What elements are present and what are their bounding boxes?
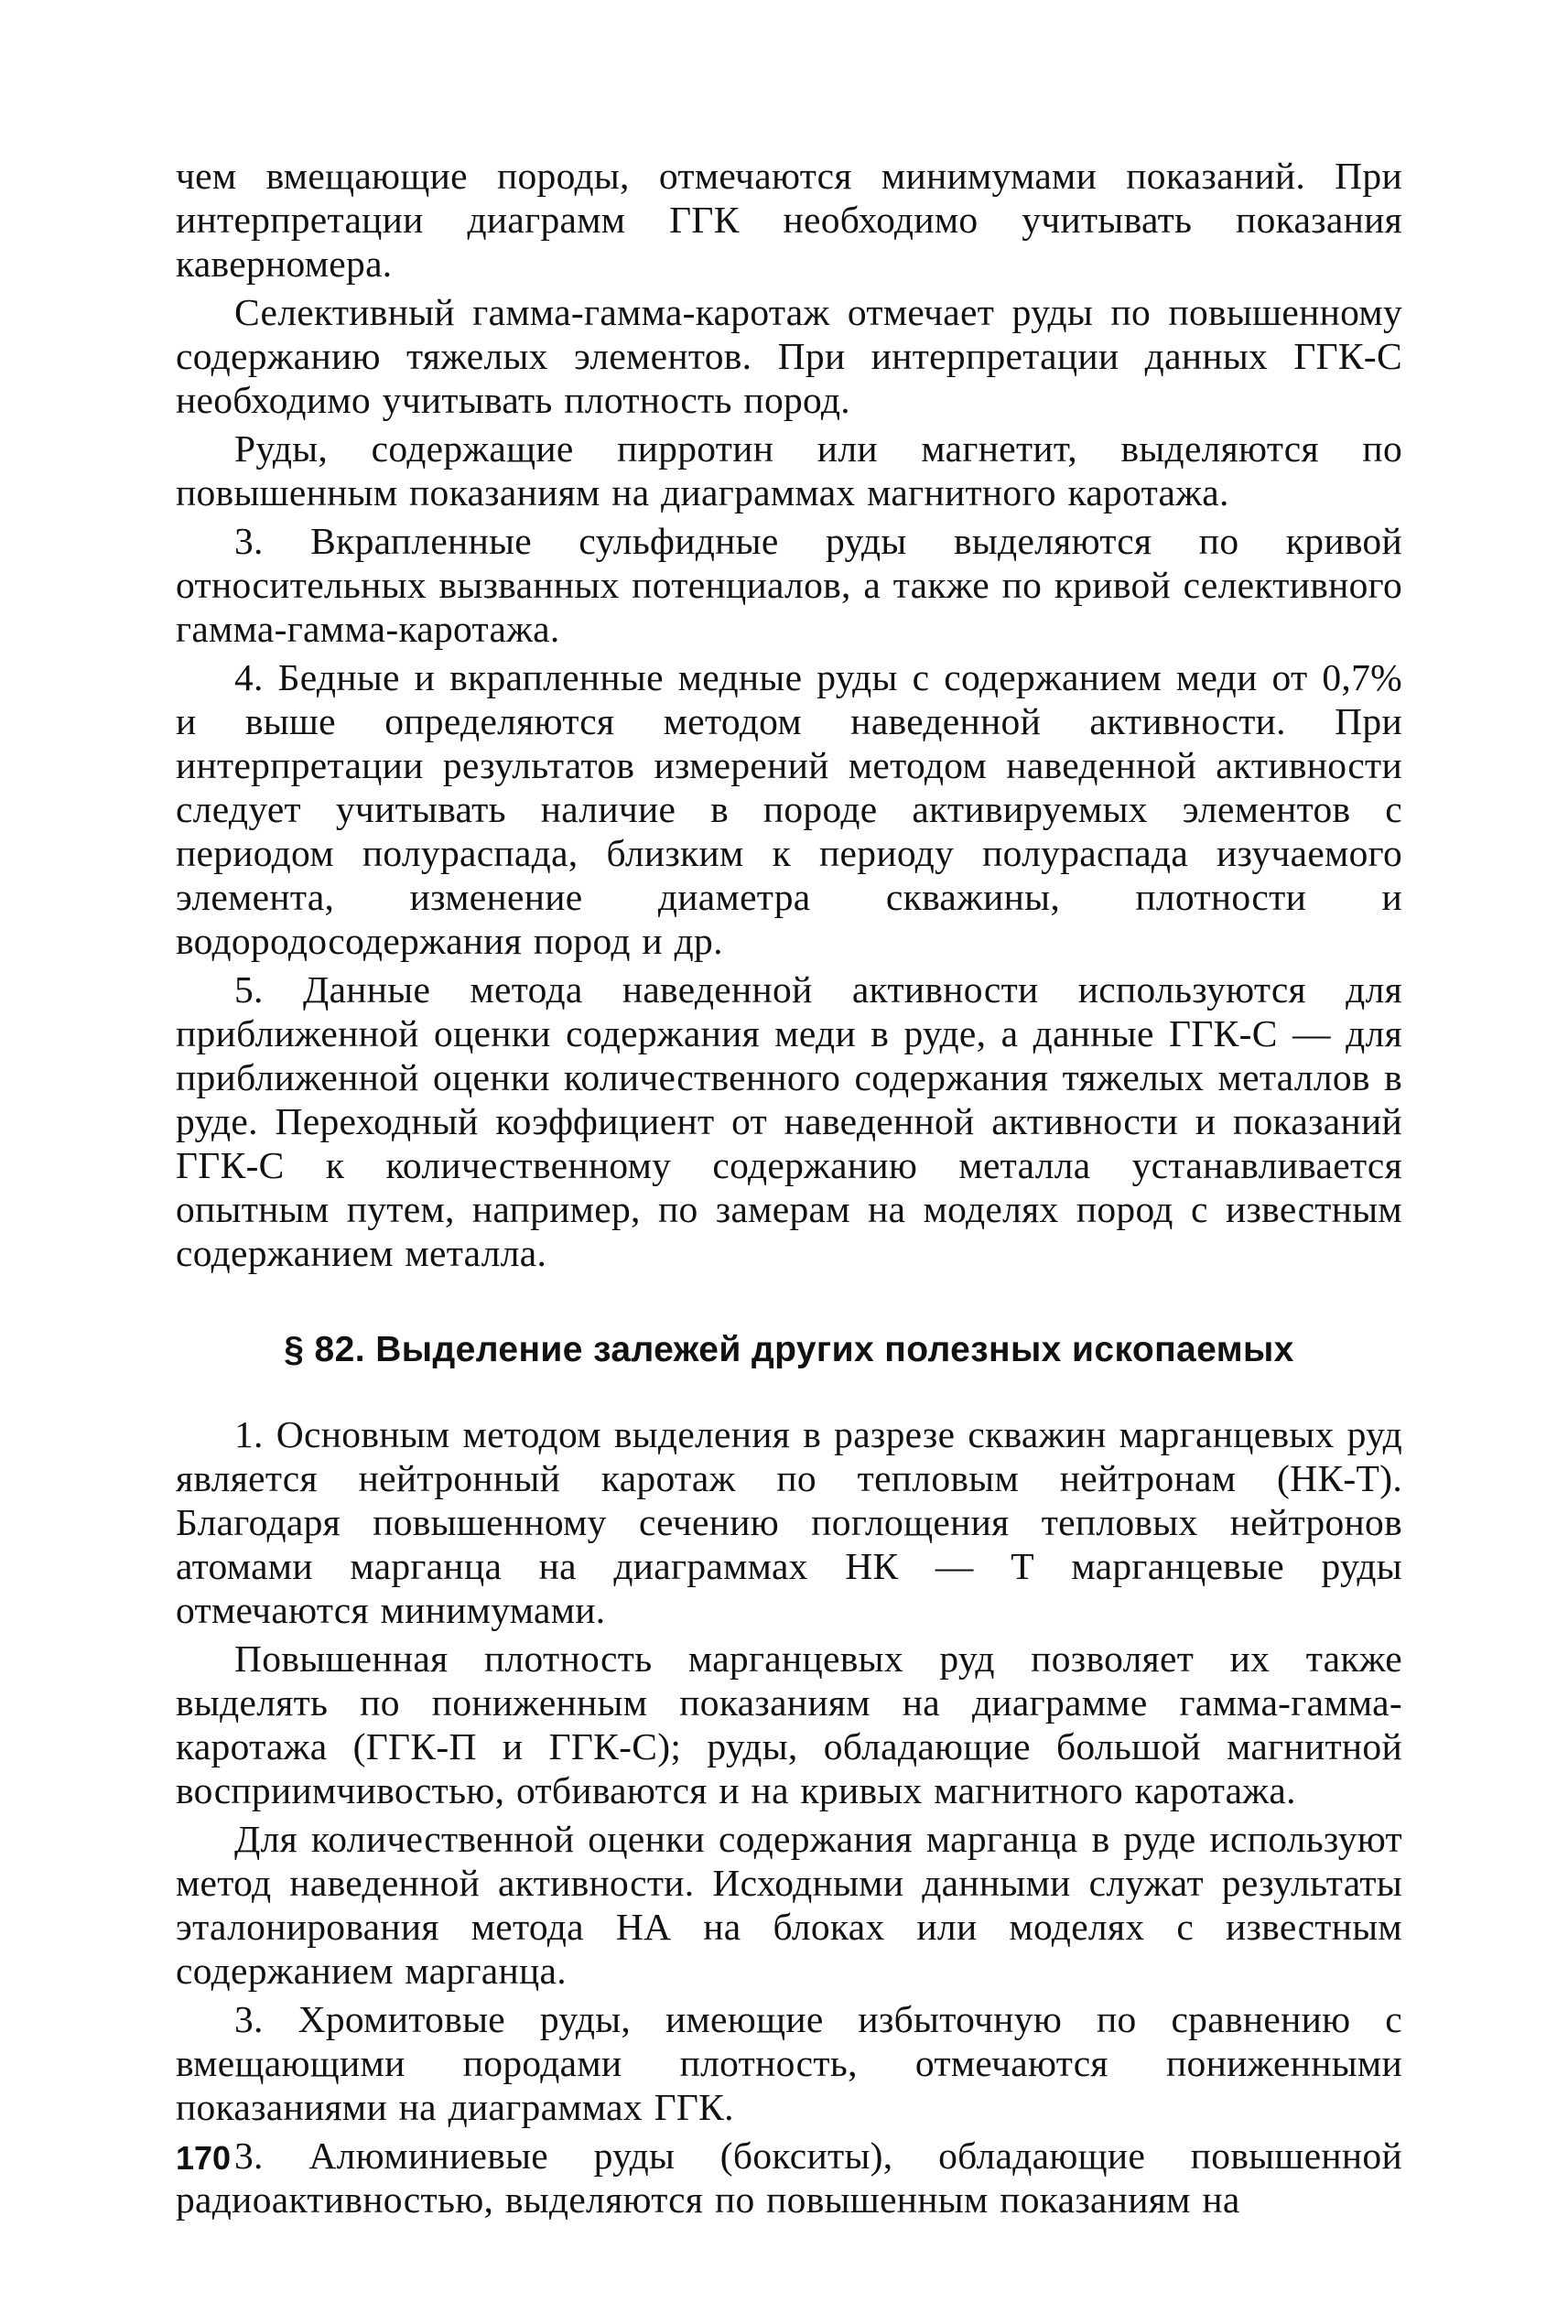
paragraph-manganese-quantitative: Для количественной оценки содержания марганца в руде используют метод наведенной активности. Исходными данными служат результаты эталонирования метода НА на блоках или моделях с известным содержанием марганца. (176, 1818, 1402, 1992)
paragraph-item-3-sulfide: 3. Вкрапленные сульфидные руды выделяются по кривой относительных вызванных потенциалов, а также по кривой селективного гамма-гамма-каротажа. (176, 520, 1402, 650)
paragraph-continuation: чем вмещающие породы, отмечаются минимумами показаний. При интерпретации диаграмм ГГК необходимо учитывать показания каверномера. (176, 155, 1402, 285)
paragraph-manganese-density: Повышенная плотность марганцевых руд позволяет их также выделять по пониженным показаниям на диаграмме гамма-гамма-каротажа (ГГК-П и ГГК-С); руды, обладающие большой магнитной восприимчивостью, отбиваются и на кривых магнитного каротажа. (176, 1638, 1402, 1811)
paragraph-item-4-copper: 4. Бедные и вкрапленные медные руды с содержанием меди от 0,7% и выше определяются методом наведенной активности. При интерпретации результатов измерений методом наведенной активности следует учитывать наличие в породе активируемых элементов с периодом полураспада, близким к периоду полураспада изучаемого элемента, изменение диаметра скважины, плотности и водородосодержания пород и др. (176, 656, 1402, 962)
paragraph-pyrrhotite-magnetite: Руды, содержащие пирротин или магнетит, выделяются по повышенным показаниям на диаграммах магнитного каротажа. (176, 427, 1402, 513)
paragraph-item-3-chromite: 3. Хромитовые руды, имеющие избыточную по сравнению с вмещающими породами плотность, отмечаются пониженными показаниями на диаграммах ГГК. (176, 1998, 1402, 2128)
page-number: 170 (176, 2139, 232, 2177)
section-heading: § 82. Выделение залежей других полезных ископаемых (284, 1330, 1294, 1369)
paragraph-item-3-bauxite: 3. Алюминиевые руды (бокситы), обладающие повышенной радиоактивностью, выделяются по повышенным показаниям на (176, 2135, 1402, 2221)
paragraph-selective-ggk: Селективный гамма-гамма-каротаж отмечает руды по повышенному содержанию тяжелых элементов. При интерпретации данных ГГК-С необходимо учитывать плотность пород. (176, 291, 1402, 421)
paragraph-item-1-manganese: 1. Основным методом выделения в разрезе скважин марганцевых руд является нейтронный каротаж по тепловым нейтронам (НК-Т). Благодаря повышенному сечению поглощения тепловых нейтронов атомами марганца на диаграммах НК — Т марганцевые руды отмечаются минимумами. (176, 1413, 1402, 1631)
paragraph-item-5-induced-activity: 5. Данные метода наведенной активности используются для приближенной оценки содержания меди в руде, а данные ГГК-С — для приближенной оценки количественного содержания тяжелых металлов в руде. Переходный коэффициент от наведенной активности и показаний ГГК-С к количественному содержанию металла устанавливается опытным путем, например, по замерам на моделях пород с известным содержанием металла. (176, 968, 1402, 1274)
page-body (176, 154, 1402, 2226)
